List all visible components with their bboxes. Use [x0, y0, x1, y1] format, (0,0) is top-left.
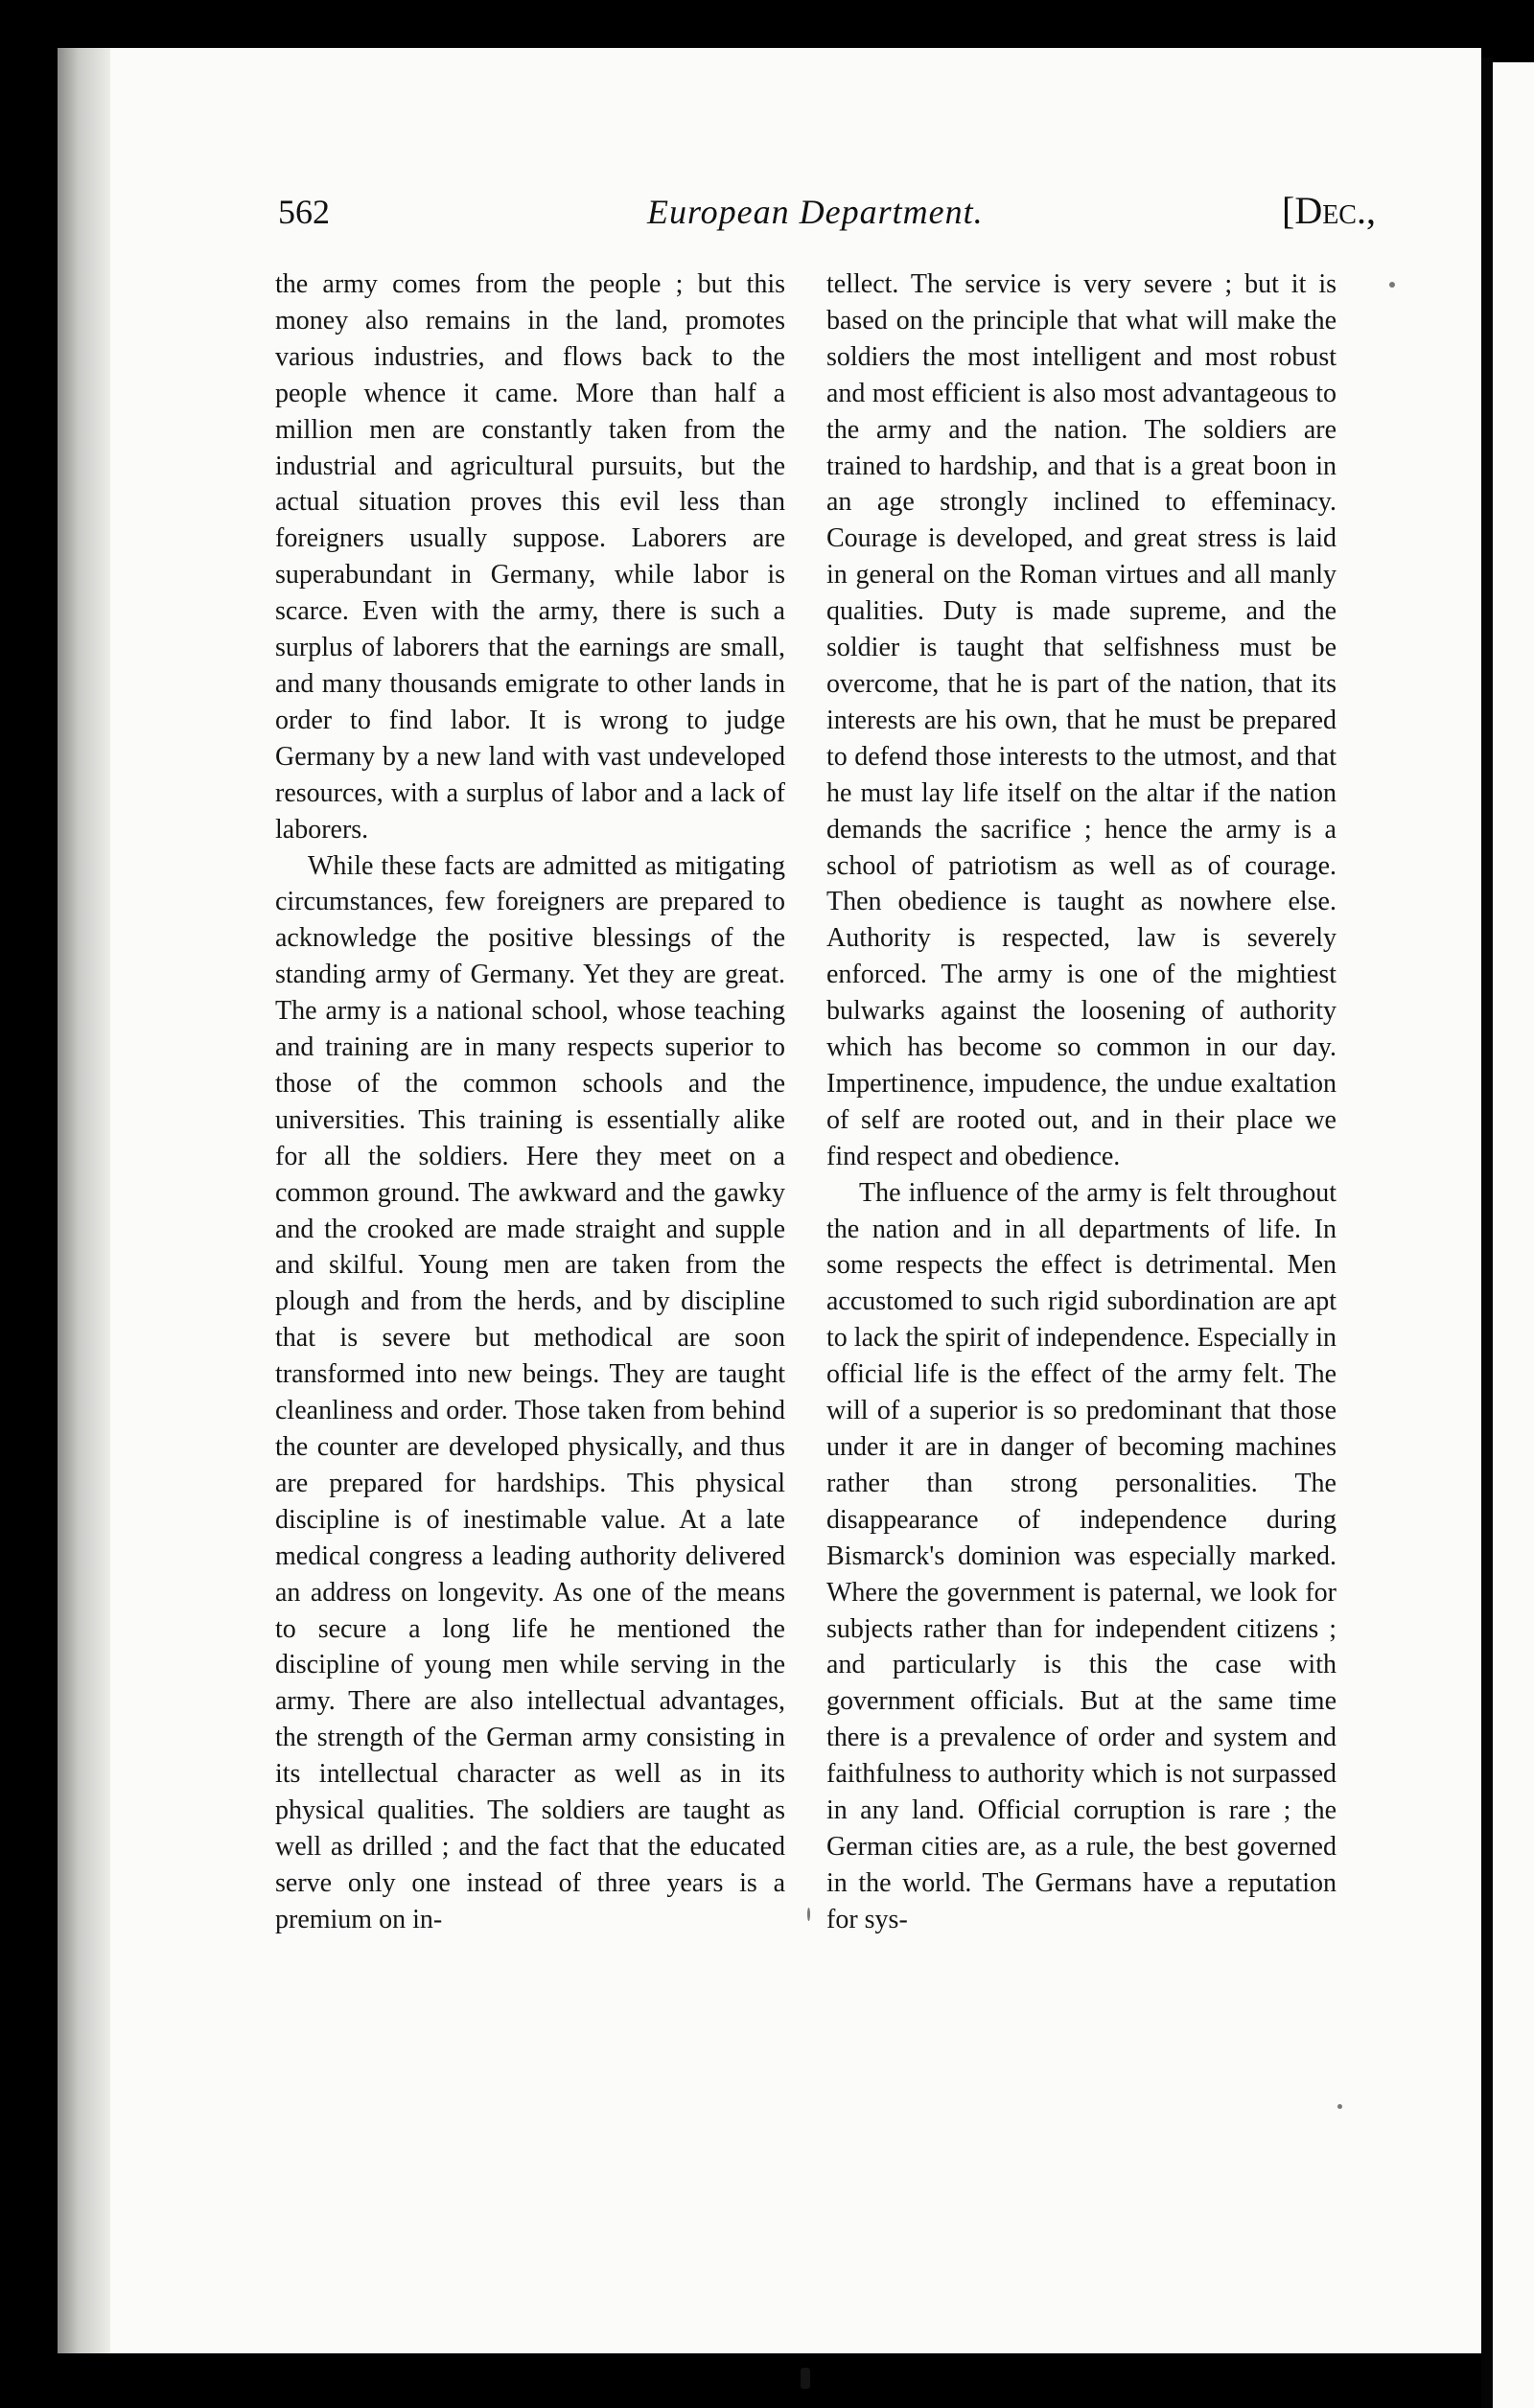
print-speck — [1389, 282, 1395, 288]
print-speck — [801, 2368, 810, 2389]
header-month: [Dec., — [1282, 189, 1376, 232]
paragraph: The influence of the army is felt throughout the nation and in all departments of life. In some respects the effect is detrimental. Men accustomed to such rigid subordination are apt to lack the spirit of independence. Especially in official life is the effect of the army felt. The will of a superior is so predominant that those under it are in danger of becoming machines rather than strong personalities. The disappearance of independence during Bismarck's dominion was especially marked. Where the government is paternal, we look for subjects rather than for independent citizens ; and particularly is this the case with government officials. But at the same time there is a prevalence of order and system and faithfulness to authority which is not surpassed in any land. Official corruption is rare ; the German cities are, as a rule, the best governed in the world. The Germans have a reputation for sys- — [826, 1177, 1336, 1934]
text-column-right — [826, 266, 1336, 1938]
paragraph: While these facts are admitted as mitigating circumstances, few foreigners are prepared to acknowledge the positive blessings of the standing army of Germany. Yet they are great. The army is a national school, whose teaching and training are in many respects superior to those of the common schools and the universities. This training is essentially alike for all the soldiers. Here they meet on a common ground. The awkward and the gawky and the crooked are made straight and supple and skilful. Young men are taken from the plough and from the herds, and by discipline that is severe but methodical are soon transformed into new beings. They are taught cleanliness and order. Those taken from behind the counter are developed physically, and thus are prepared for hardships. This physical discipline is of inestimable value. At a late medical congress a leading authority delivered an address on longevity. As one of the means to secure a long life he mentioned the discipline of young men while serving in the army. There are also intellectual advantages, the strength of the German army consisting in its intellectual character as well as in its physical qualities. The soldiers are taught as well as drilled ; and the fact that the educated serve only one instead of three years is a premium on in- — [275, 850, 785, 1934]
print-speck — [807, 1908, 810, 1921]
page-gutter-shadow — [58, 48, 110, 2353]
paragraph: tellect. The service is very severe ; but it is based on the principle that what will make the soldiers the most intelligent and most robust and most efficient is also most advantageous to the army and the nation. The soldiers are trained to hardship, and that is a great boon in an age strongly inclined to effeminacy. Courage is developed, and great stress is laid in general on the Roman virtues and all manly qualities. Duty is made supreme, and the soldier is taught that selfishness must be overcome, that he is part of the nation, that its interests are his own, that he must be prepared to defend those interests to the utmost, and that he must lay life itself on the altar if the nation demands the sacrifice ; hence the army is a school of patriotism as well as of courage. Then obedience is taught as nowhere else. Authority is respected, law is severely enforced. The army is one of the mightiest bulwarks against the loosening of authority which has become so common in our day. Impertinence, impudence, the undue exaltation of self are rooted out, and in their place we find respect and obedience. — [826, 269, 1336, 1171]
running-title: European Department. — [647, 193, 984, 231]
next-page-edge — [1493, 62, 1534, 2408]
page-fold-line — [1481, 58, 1493, 2408]
running-header — [278, 184, 1376, 242]
page-number: 562 — [278, 193, 330, 231]
paragraph: the army comes from the people ; but this money also remains in the land, promotes various industries, and flows back to the people whence it came. More than half a million men are constantly taken from the industrial and agricultural pursuits, but the actual situation proves this evil less than foreigners usually suppose. Laborers are superabundant in Germany, while labor is scarce. Even with the army, there is such a surplus of laborers that the earnings are small, and many thousands emigrate to other lands in order to find labor. It is wrong to judge Germany by a new land with vast undeveloped resources, with a surplus of labor and a lack of laborers. — [275, 269, 785, 845]
print-speck — [1337, 2104, 1342, 2109]
text-column-left — [275, 266, 785, 1938]
